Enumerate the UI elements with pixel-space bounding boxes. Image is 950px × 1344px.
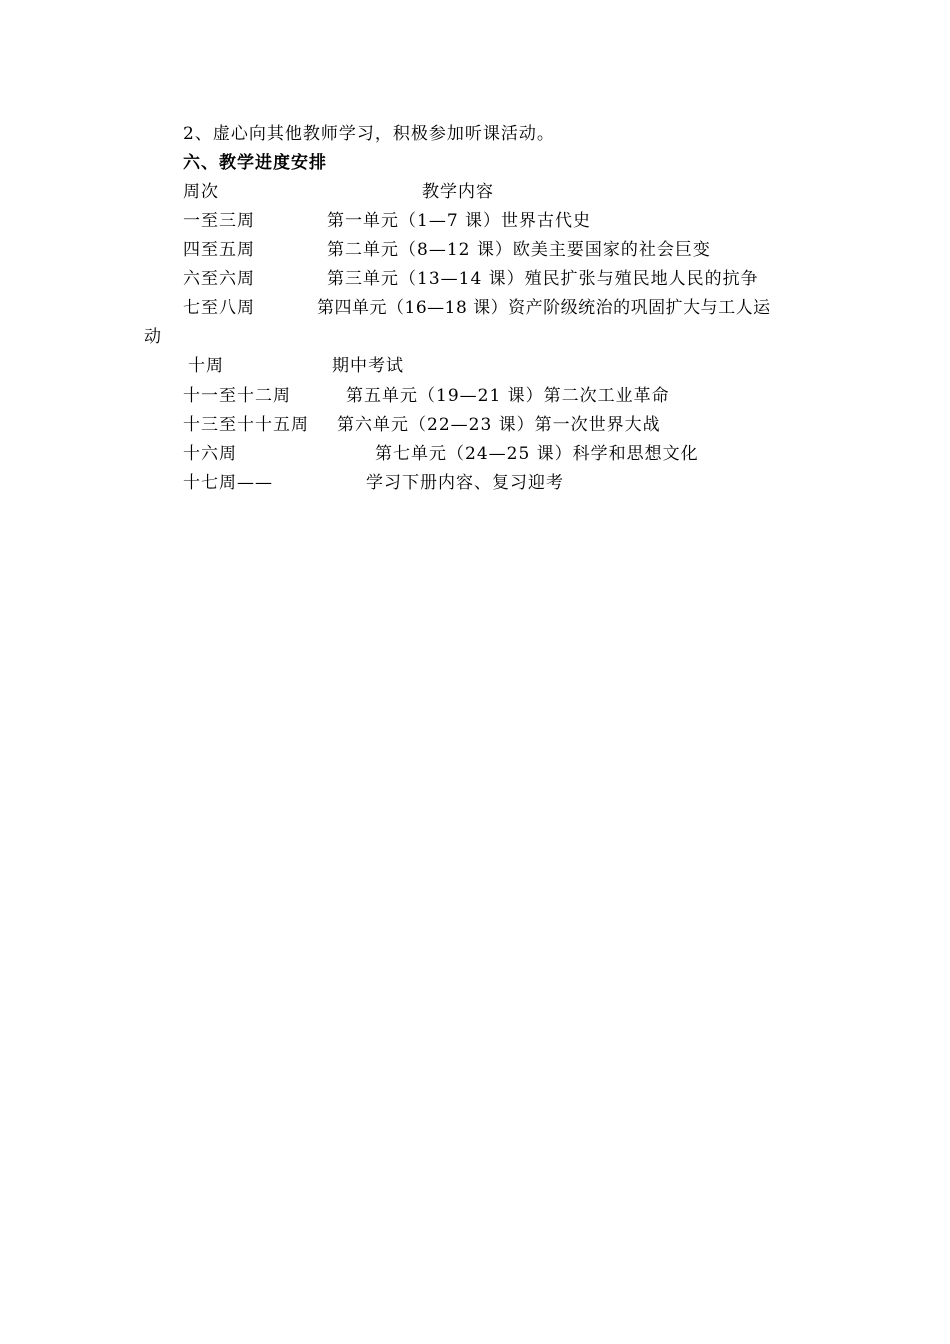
row-content: 第五单元（19—21 课）第二次工业革命	[346, 386, 670, 406]
row-content: 第一单元（1—7 课）世界古代史	[327, 211, 592, 231]
row-content: 第三单元（13—14 课）殖民扩张与殖民地人民的抗争	[327, 269, 759, 289]
row-content: 学习下册内容、复习迎考	[366, 473, 564, 493]
table-row	[0, 414, 950, 436]
table-row	[0, 210, 950, 232]
row-week: 十一至十二周	[183, 386, 291, 406]
intro-line: 2、虚心向其他教师学习，积极参加听课活动。	[183, 124, 555, 144]
row-week: 六至六周	[183, 269, 255, 289]
header-content: 教学内容	[422, 182, 494, 202]
row-week: 十七周——	[183, 473, 273, 493]
section-title: 六、教学进度安排	[183, 153, 327, 173]
row-week: 四至五周	[183, 240, 255, 260]
row-week: 七至八周	[183, 298, 255, 318]
row-content: 期中考试	[332, 356, 404, 376]
row-week: 一至三周	[183, 211, 255, 231]
row-content-continuation: 动	[144, 327, 162, 347]
row-week: 十周	[188, 356, 224, 376]
table-row	[0, 385, 950, 407]
table-row	[0, 268, 950, 290]
table-row	[0, 239, 950, 261]
table-header	[0, 181, 950, 203]
table-row	[0, 297, 950, 319]
row-content: 第四单元（16—18 课）资产阶级统治的巩固扩大与工人运	[317, 298, 771, 318]
row-content: 第二单元（8—12 课）欧美主要国家的社会巨变	[327, 240, 711, 260]
table-row	[0, 472, 950, 494]
table-row	[0, 443, 950, 465]
table-row	[0, 355, 950, 377]
row-content: 第七单元（24—25 课）科学和思想文化	[375, 444, 699, 464]
row-week: 十六周	[183, 444, 237, 464]
row-content: 第六单元（22—23 课）第一次世界大战	[337, 415, 661, 435]
row-week: 十三至十十五周	[183, 415, 309, 435]
header-week: 周次	[183, 182, 219, 202]
